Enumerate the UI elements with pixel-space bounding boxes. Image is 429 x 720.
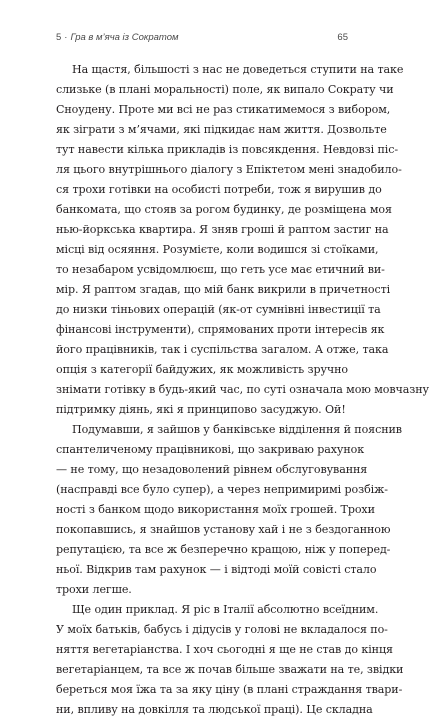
chapter-title: Гра в м’яча із Сократом — [70, 32, 179, 43]
text-line: ності з банком щодо використання моїх грошей. Трохи — [56, 503, 375, 516]
text-line: спантеличеному працівникові, що закриваю рахунок — [56, 443, 365, 456]
text-line: — не тому, що незадоволений рівнем обслуговування — [56, 463, 368, 476]
text-line: Подумавши, я зайшов у банківське відділення й пояснив — [72, 423, 402, 436]
text-line: Ще один приклад. Я ріс в Італії абсолютно всеїдним. — [72, 603, 379, 616]
text-line: ньої. Відкрив там рахунок — і відтоді моїй совісті стало — [56, 563, 377, 576]
text-line: Сноудену. Проте ми всі не раз стикатимемося з вибором, — [56, 103, 391, 116]
chapter-heading — [56, 32, 179, 43]
text-line: вегетаріанцем, та все ж почав більше зважати на те, звідки — [56, 663, 404, 676]
text-line: нью-йоркська квартира. Я зняв гроші й раптом застиг на — [56, 223, 389, 236]
text-line: до низки тіньових операцій (як-от сумнівні інвестиції та — [56, 303, 381, 316]
text-line: (насправді все було супер), а через непримиримі розбіж- — [56, 483, 388, 496]
text-line: тут навести кілька прикладів із повсякдення. Невдовзі піс- — [56, 143, 398, 156]
paragraph — [56, 420, 402, 600]
text-line: ся трохи готівки на особисті потреби, тож я вирушив до — [56, 183, 382, 196]
body-text — [56, 60, 429, 720]
page-number: 65 — [337, 32, 348, 43]
text-line: репутацією, та все ж безперечно кращою, ніж у поперед- — [56, 543, 391, 556]
text-line: ни, впливу на довкілля та людської праці). Це складна — [56, 703, 373, 716]
text-line: підтримку діянь, які я принципово засуджую. Ой! — [56, 403, 346, 416]
text-line: На щастя, більшості з нас не доведеться ступити на таке — [72, 63, 404, 76]
text-line: трохи легше. — [56, 583, 132, 596]
text-line: слизьке (в плані моральності) поле, як випало Сократу чи — [56, 83, 394, 96]
text-line: його працівників, так і суспільства загалом. А отже, така — [56, 343, 389, 356]
text-line: знімати готівку в будь-який час, по суті означала мою мовчазну — [56, 383, 429, 396]
chapter-number: 5 — [56, 32, 62, 43]
text-line: місці від осяяння. Розумієте, коли водишся зі стоїками, — [56, 243, 379, 256]
paragraph — [56, 60, 429, 420]
text-line: У моїх батьків, бабусь і дідусів у голові не вкладалося по- — [56, 623, 388, 636]
text-line: банкомата, що стояв за рогом будинку, де розміщена моя — [56, 203, 392, 216]
text-line: опція з категорії байдужих, як можливість зручно — [56, 363, 348, 376]
text-line: мір. Я раптом згадав, що мій банк викрили в причетності — [56, 283, 391, 296]
running-head — [56, 32, 348, 46]
text-line: фінансові інструменти), спрямованих проти інтересів як — [56, 323, 385, 336]
paragraph — [56, 600, 404, 720]
text-line: няття вегетаріанства. І хоч сьогодні я ще не став до кінця — [56, 643, 393, 656]
text-line: як зіграти з м’ячами, які підкидає нам життя. Дозвольте — [56, 123, 387, 136]
running-head-separator: · — [64, 32, 68, 43]
text-line: ля цього внутрішнього діалогу з Епіктетом мені знадобило- — [56, 163, 402, 176]
text-line: покопавшись, я знайшов установу хай і не з бездоганною — [56, 523, 391, 536]
text-line: береться моя їжа та за яку ціну (в плані страждання твари- — [56, 683, 403, 696]
text-line: то незабаром усвідомлюєш, що геть усе має етичний ви- — [56, 263, 385, 276]
